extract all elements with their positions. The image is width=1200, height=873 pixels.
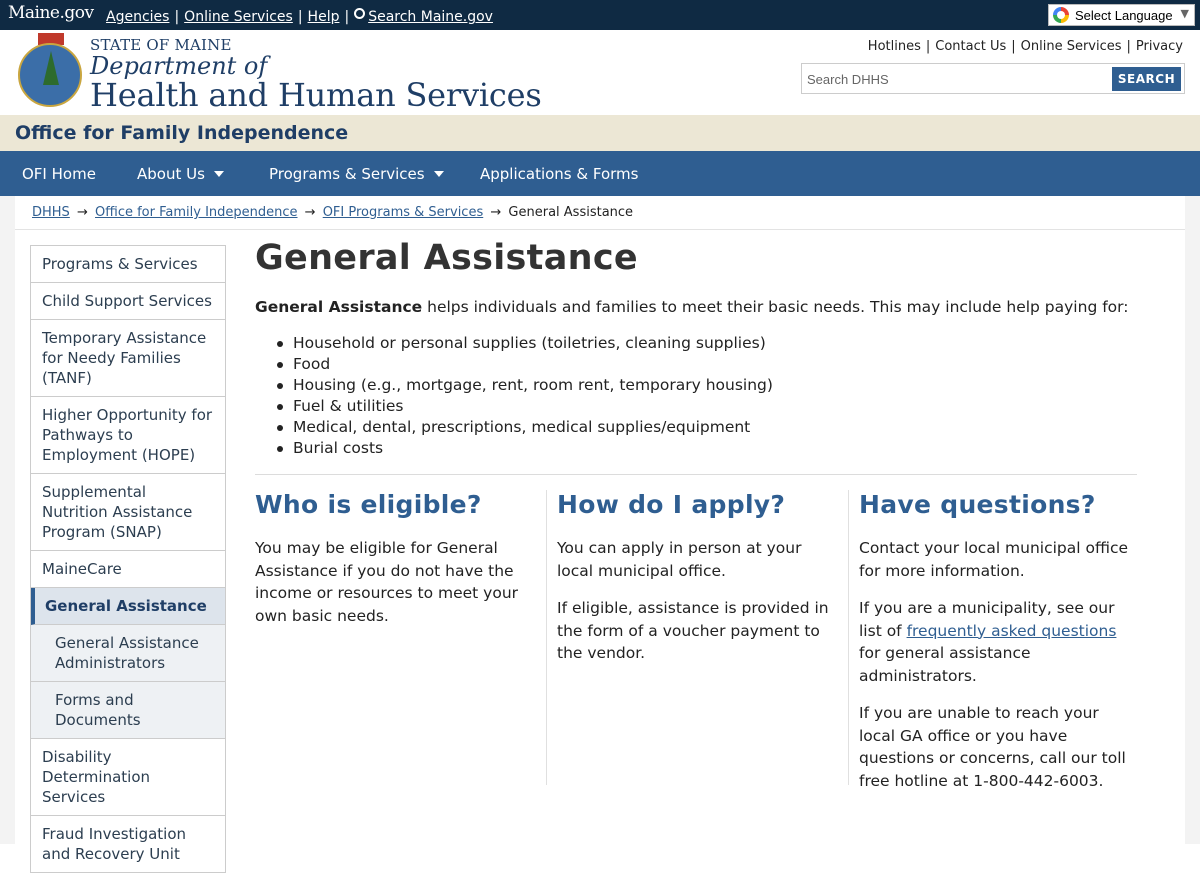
help-list (293, 333, 773, 459)
search-input[interactable] (807, 68, 1107, 90)
list-item: Burial costs (293, 438, 773, 459)
page-gutter-left (0, 196, 15, 844)
sidebar-item-disability-determination[interactable]: Disability Determination Services (31, 739, 225, 816)
online-services-link[interactable]: Online Services (1020, 39, 1122, 54)
sidebar-item-ga-administrators[interactable]: General Assistance Administrators (31, 625, 225, 682)
sidebar-item-hope[interactable]: Higher Opportunity for Pathways to Employment (HOPE) (31, 397, 225, 474)
eligibility-text: You may be eligible for General Assistance if you do not have the income or resources to meet your own basic needs. (255, 539, 519, 625)
breadcrumb-separator: → (76, 205, 88, 220)
agencies-link[interactable]: Agencies (106, 9, 170, 25)
seal-tree-icon (43, 51, 59, 85)
nav-about-us[interactable] (137, 165, 224, 183)
breadcrumb (32, 205, 633, 220)
list-item: Household or personal supplies (toiletries, cleaning supplies) (293, 333, 773, 354)
breadcrumb-separator: → (304, 205, 316, 220)
section-divider (255, 474, 1137, 475)
sidebar-nav (30, 245, 226, 873)
dhhs-search (801, 63, 1185, 94)
top-links: Agencies | Online Services | Help | Search Maine.gov (106, 9, 493, 25)
list-item: Food (293, 354, 773, 375)
apply-text: You can apply in person at your local municipal office. (557, 539, 802, 580)
sidebar-item-fraud-investigation[interactable]: Fraud Investigation and Recovery Unit (31, 816, 225, 873)
page-gutter-right (1185, 196, 1200, 844)
nav-programs-services-label: Programs & Services (269, 165, 425, 183)
nav-applications-forms[interactable] (480, 165, 638, 183)
utility-links: Hotlines | Contact Us | Online Services | Privacy (867, 39, 1183, 54)
language-select[interactable] (1048, 4, 1195, 26)
breadcrumb-dhhs[interactable]: DHHS (32, 205, 70, 220)
breadcrumb-separator: → (490, 205, 502, 220)
municipality-text-after: for general assistance administrators. (859, 644, 1031, 685)
questions-heading: Have questions? (859, 490, 1096, 519)
nav-programs-services[interactable] (269, 165, 444, 183)
breadcrumb-current: General Assistance (508, 205, 634, 220)
breadcrumb-ofi-programs[interactable]: OFI Programs & Services (322, 205, 484, 220)
municipality-text (859, 597, 1139, 687)
breadcrumb-divider (15, 229, 1185, 230)
sidebar-item-programs-services[interactable]: Programs & Services (31, 246, 225, 283)
office-title[interactable]: Office for Family Independence (15, 122, 349, 144)
caret-down-icon (214, 171, 224, 177)
intro-text: helps individuals and families to meet their basic needs. This may include help paying for: (422, 298, 1129, 316)
language-select-label: Select Language (1075, 8, 1173, 23)
hotlines-link[interactable]: Hotlines (867, 39, 921, 54)
list-item: Medical, dental, prescriptions, medical supplies/equipment (293, 417, 773, 438)
questions-column (859, 490, 1139, 807)
sidebar-item-child-support[interactable]: Child Support Services (31, 283, 225, 320)
contact-us-link[interactable]: Contact Us (935, 39, 1007, 54)
nav-ofi-home[interactable] (22, 165, 96, 183)
state-of-maine-label: STATE OF MAINE (90, 36, 232, 54)
online-services-top-link[interactable]: Online Services (184, 9, 293, 25)
office-bar (0, 115, 1200, 151)
list-item: Housing (e.g., mortgage, rent, room rent, temporary housing) (293, 376, 773, 394)
sidebar-item-general-assistance[interactable]: General Assistance (31, 588, 225, 625)
search-maine-link[interactable]: Search Maine.gov (368, 9, 493, 25)
column-divider (546, 490, 547, 785)
sidebar-item-snap[interactable]: Supplemental Nutrition Assistance Program (SNAP) (31, 474, 225, 551)
hotline-text: If you are unable to reach your local GA office or you have questions or concerns, call our toll free hotline at 1-800-442-6003. (859, 704, 1126, 790)
top-bar (0, 0, 1200, 30)
department-title-line1[interactable]: Department of (90, 52, 268, 80)
breadcrumb-ofi[interactable]: Office for Family Independence (95, 205, 298, 220)
chevron-down-icon: ▼ (1180, 7, 1189, 20)
google-icon (1053, 7, 1069, 23)
sidebar-item-forms-documents[interactable]: Forms and Documents (31, 682, 225, 739)
page-title: General Assistance (255, 238, 638, 278)
apply-column (557, 490, 832, 680)
site-header (0, 30, 1200, 115)
sidebar-item-mainecare[interactable]: MaineCare (31, 551, 225, 588)
questions-text: Contact your local municipal office for more information. (859, 539, 1129, 580)
search-icon (354, 8, 365, 19)
column-divider (848, 490, 849, 785)
state-seal-logo[interactable] (18, 33, 84, 112)
help-link[interactable]: Help (307, 9, 340, 25)
nav-about-us-label: About Us (137, 165, 205, 183)
nav-ofi-home-label: OFI Home (22, 165, 96, 183)
eligibility-column (255, 490, 530, 642)
municipality-text-before: If you are a municipality, see our list of (859, 599, 1115, 640)
privacy-link[interactable]: Privacy (1135, 39, 1183, 54)
list-item: Fuel & utilities (293, 396, 773, 417)
main-nav (0, 151, 1200, 196)
sidebar-item-tanf[interactable]: Temporary Assistance for Needy Families (TANF) (31, 320, 225, 397)
apply-voucher-text: If eligible, assistance is provided in the form of a voucher payment to the vendor. (557, 599, 829, 662)
caret-down-icon (434, 171, 444, 177)
search-button[interactable]: SEARCH (1112, 67, 1181, 91)
maine-gov-logo[interactable]: Maine.gov (8, 3, 94, 23)
intro-paragraph (255, 296, 1155, 318)
nav-applications-forms-label: Applications & Forms (480, 165, 639, 183)
department-title-line2[interactable]: Health and Human Services (90, 76, 542, 114)
intro-bold: General Assistance (255, 298, 423, 316)
faq-link[interactable]: frequently asked questions (906, 621, 1117, 640)
apply-heading: How do I apply? (557, 490, 786, 519)
eligibility-heading: Who is eligible? (255, 490, 482, 519)
